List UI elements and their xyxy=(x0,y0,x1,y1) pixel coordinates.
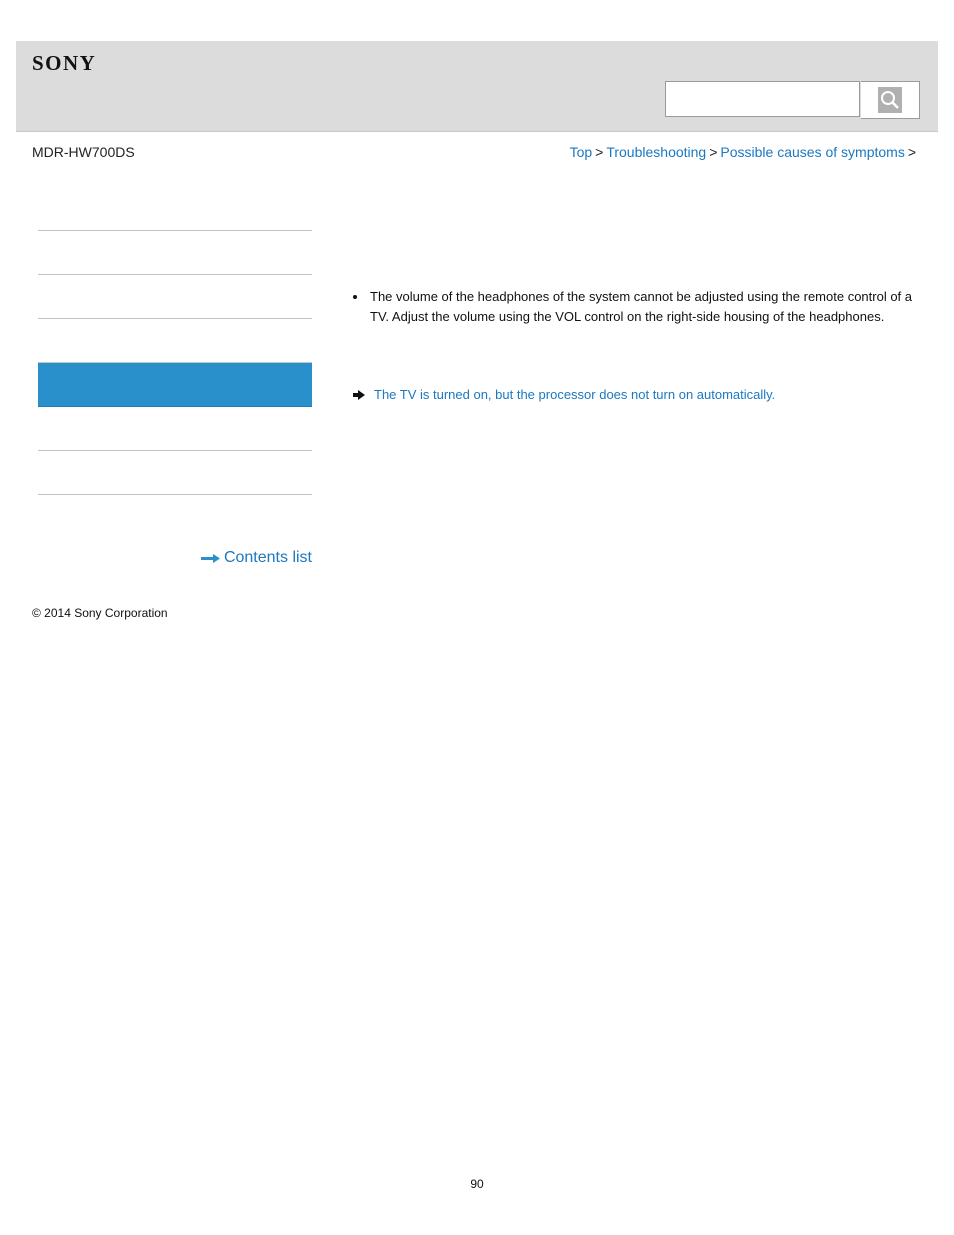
contents-list-label: Contents list xyxy=(223,549,312,566)
related-topic xyxy=(353,387,775,402)
list-item-text: The volume of the headphones of the system cannot be adjusted using the remote control of a TV. Adjust the volume using the VOL control on the right-side housing of the headphones. xyxy=(370,289,913,324)
sidebar-item[interactable] xyxy=(38,407,312,451)
arrow-right-icon xyxy=(201,554,220,563)
sidebar xyxy=(38,187,312,566)
search-input[interactable] xyxy=(665,81,860,117)
breadcrumb-troubleshooting[interactable]: Troubleshooting xyxy=(606,144,707,160)
sidebar-item[interactable] xyxy=(38,275,312,319)
sidebar-item-active[interactable] xyxy=(38,363,312,407)
sidebar-item[interactable] xyxy=(38,319,312,363)
sidebar-item[interactable] xyxy=(38,451,312,495)
contents-list-link[interactable] xyxy=(201,549,312,567)
breadcrumb-separator: > xyxy=(709,144,718,160)
search-icon xyxy=(878,87,902,113)
model-name: MDR-HW700DS xyxy=(32,144,135,160)
sidebar-item[interactable] xyxy=(38,231,312,275)
main-content xyxy=(353,287,913,326)
arrow-right-icon xyxy=(353,390,365,400)
copyright: © 2014 Sony Corporation xyxy=(32,606,168,620)
bullet-icon xyxy=(353,295,357,299)
breadcrumb-separator: > xyxy=(595,144,604,160)
list-item xyxy=(353,287,913,326)
related-topic-link[interactable]: The TV is turned on, but the processor does not turn on automatically. xyxy=(374,387,776,402)
breadcrumb-top[interactable]: Top xyxy=(569,144,593,160)
search-button[interactable] xyxy=(861,81,920,119)
header xyxy=(16,41,938,132)
sidebar-item[interactable] xyxy=(38,187,312,231)
sony-logo[interactable]: SONY xyxy=(32,51,97,75)
breadcrumb-possible-causes[interactable]: Possible causes of symptoms xyxy=(720,144,905,160)
breadcrumb-separator: > xyxy=(907,144,916,160)
breadcrumb xyxy=(570,144,919,160)
page-number: 90 xyxy=(470,1177,484,1191)
